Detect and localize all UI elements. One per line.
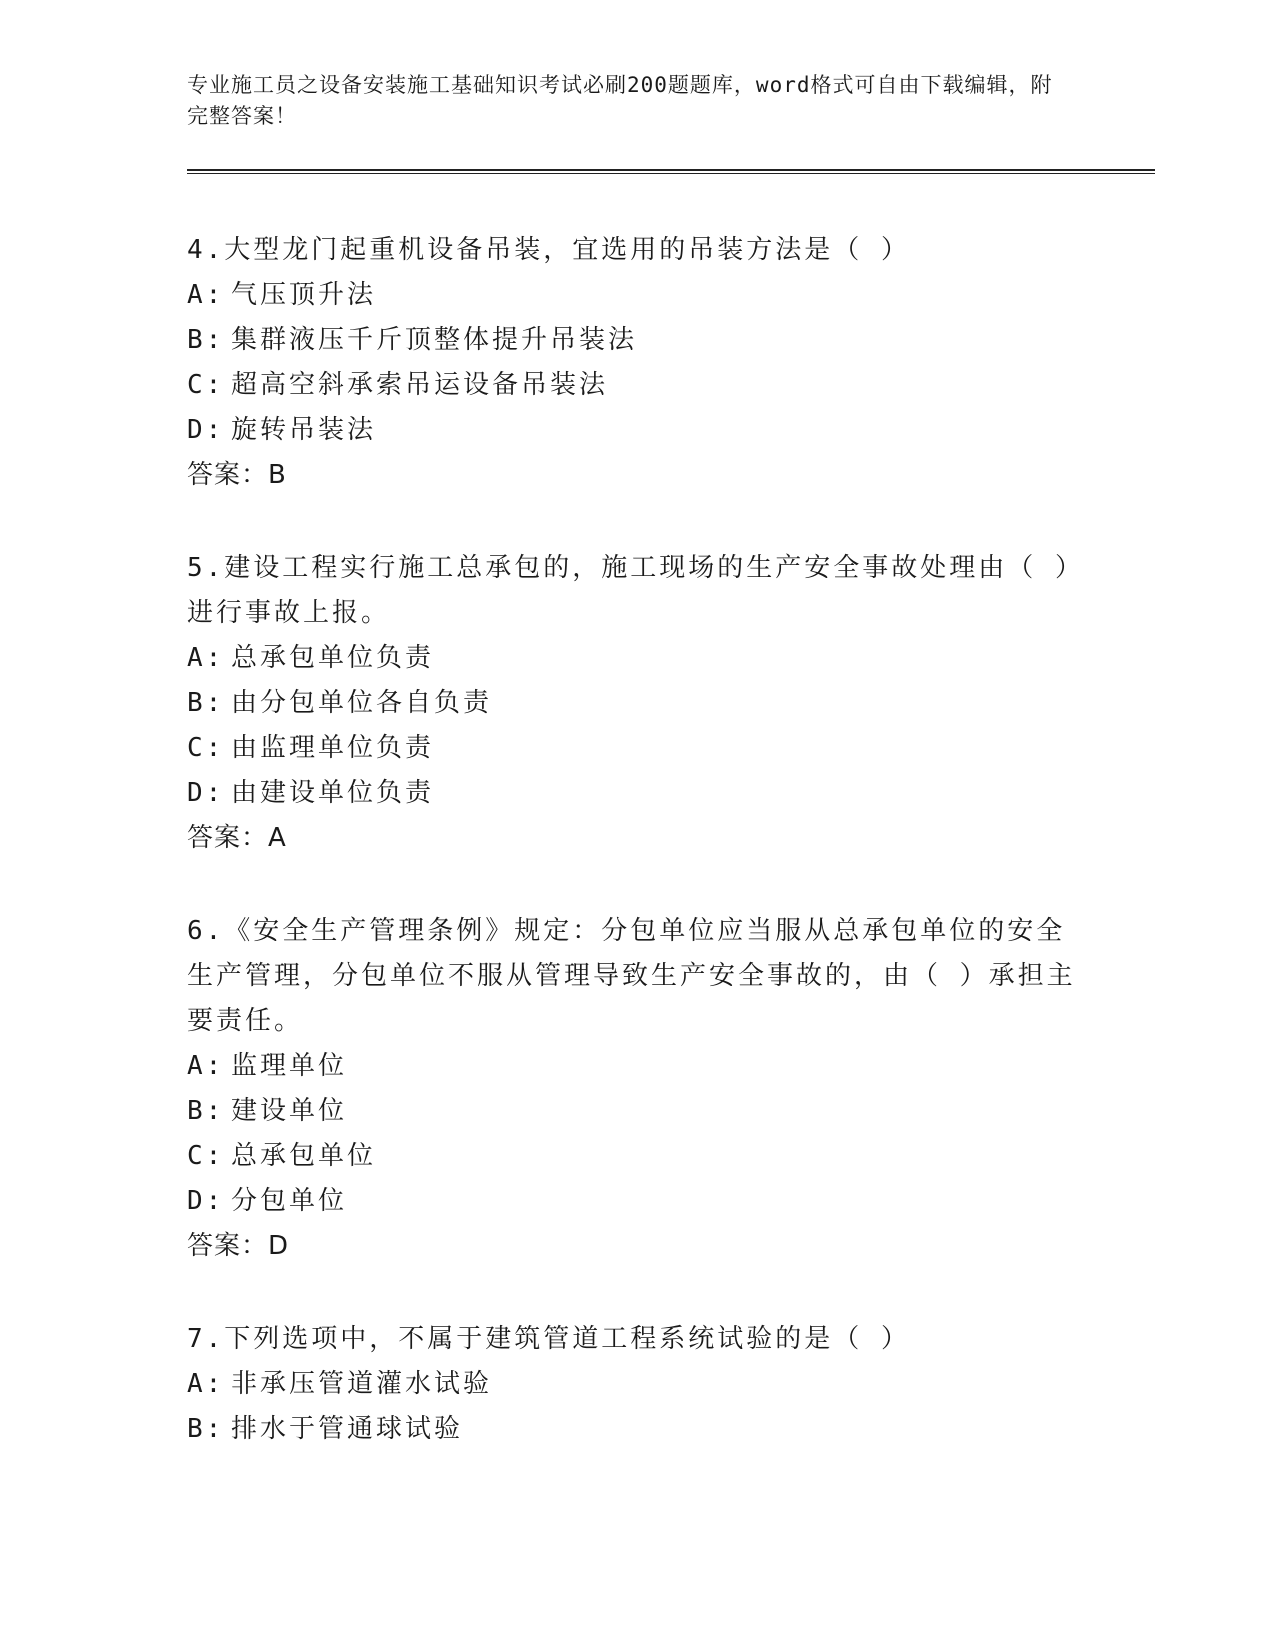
document-page <box>187 70 1147 1452</box>
document-intro: 专业施工员之设备安装施工基础知识考试必刷200题题库，word格式可自由下载编辑，附完整答案！ <box>187 73 1053 128</box>
option-c <box>187 363 1147 408</box>
option-text: 建设单位 <box>231 1096 348 1126</box>
answer-line: 答案：D <box>187 1231 290 1261</box>
option-b <box>187 1089 1147 1134</box>
option-text: 总承包单位负责 <box>231 643 435 673</box>
option-letter: B: <box>187 1096 225 1126</box>
option-letter: C: <box>187 370 225 400</box>
question-6 <box>187 909 1147 1269</box>
answer-line: 答案：A <box>187 823 287 853</box>
option-letter: A: <box>187 1369 225 1399</box>
option-b <box>187 318 1147 363</box>
option-text: 超高空斜承索吊运设备吊装法 <box>231 370 609 400</box>
option-c <box>187 1134 1147 1179</box>
option-letter: C: <box>187 733 225 763</box>
header-divider <box>187 169 1155 174</box>
question-stem: 4.大型龙门起重机设备吊装，宜选用的吊装方法是（ ） <box>187 235 910 265</box>
option-letter: D: <box>187 415 225 445</box>
question-5 <box>187 546 1147 861</box>
option-text: 气压顶升法 <box>231 280 377 310</box>
answer-line: 答案：B <box>187 460 287 490</box>
option-d <box>187 1179 1147 1224</box>
option-letter: A: <box>187 280 225 310</box>
question-4 <box>187 228 1147 498</box>
option-letter: C: <box>187 1141 225 1171</box>
option-text: 排水于管通球试验 <box>231 1414 464 1444</box>
question-7 <box>187 1317 1147 1452</box>
option-d <box>187 771 1147 816</box>
option-letter: D: <box>187 778 225 808</box>
option-letter: A: <box>187 643 225 673</box>
option-a <box>187 273 1147 318</box>
option-text: 集群液压千斤顶整体提升吊装法 <box>231 325 638 355</box>
question-stem: 5.建设工程实行施工总承包的，施工现场的生产安全事故处理由（ ）进行事故上报。 <box>187 553 1084 628</box>
option-d <box>187 408 1147 453</box>
option-text: 监理单位 <box>231 1051 348 1081</box>
option-letter: A: <box>187 1051 225 1081</box>
option-text: 由监理单位负责 <box>231 733 435 763</box>
option-letter: D: <box>187 1186 225 1216</box>
option-a <box>187 636 1147 681</box>
option-letter: B: <box>187 688 225 718</box>
question-stem: 7.下列选项中，不属于建筑管道工程系统试验的是（ ） <box>187 1324 910 1354</box>
option-text: 由建设单位负责 <box>231 778 435 808</box>
option-a <box>187 1362 1147 1407</box>
option-text: 由分包单位各自负责 <box>231 688 493 718</box>
option-text: 总承包单位 <box>231 1141 377 1171</box>
option-b <box>187 1407 1147 1452</box>
question-stem: 6.《安全生产管理条例》规定：分包单位应当服从总承包单位的安全生产管理，分包单位不服从管理导致生产安全事故的，由（ ）承担主要责任。 <box>187 916 1076 1036</box>
option-a <box>187 1044 1147 1089</box>
option-c <box>187 726 1147 771</box>
option-letter: B: <box>187 325 225 355</box>
option-b <box>187 681 1147 726</box>
option-text: 分包单位 <box>231 1186 348 1216</box>
option-letter: B: <box>187 1414 225 1444</box>
option-text: 非承压管道灌水试验 <box>231 1369 493 1399</box>
option-text: 旋转吊装法 <box>231 415 377 445</box>
